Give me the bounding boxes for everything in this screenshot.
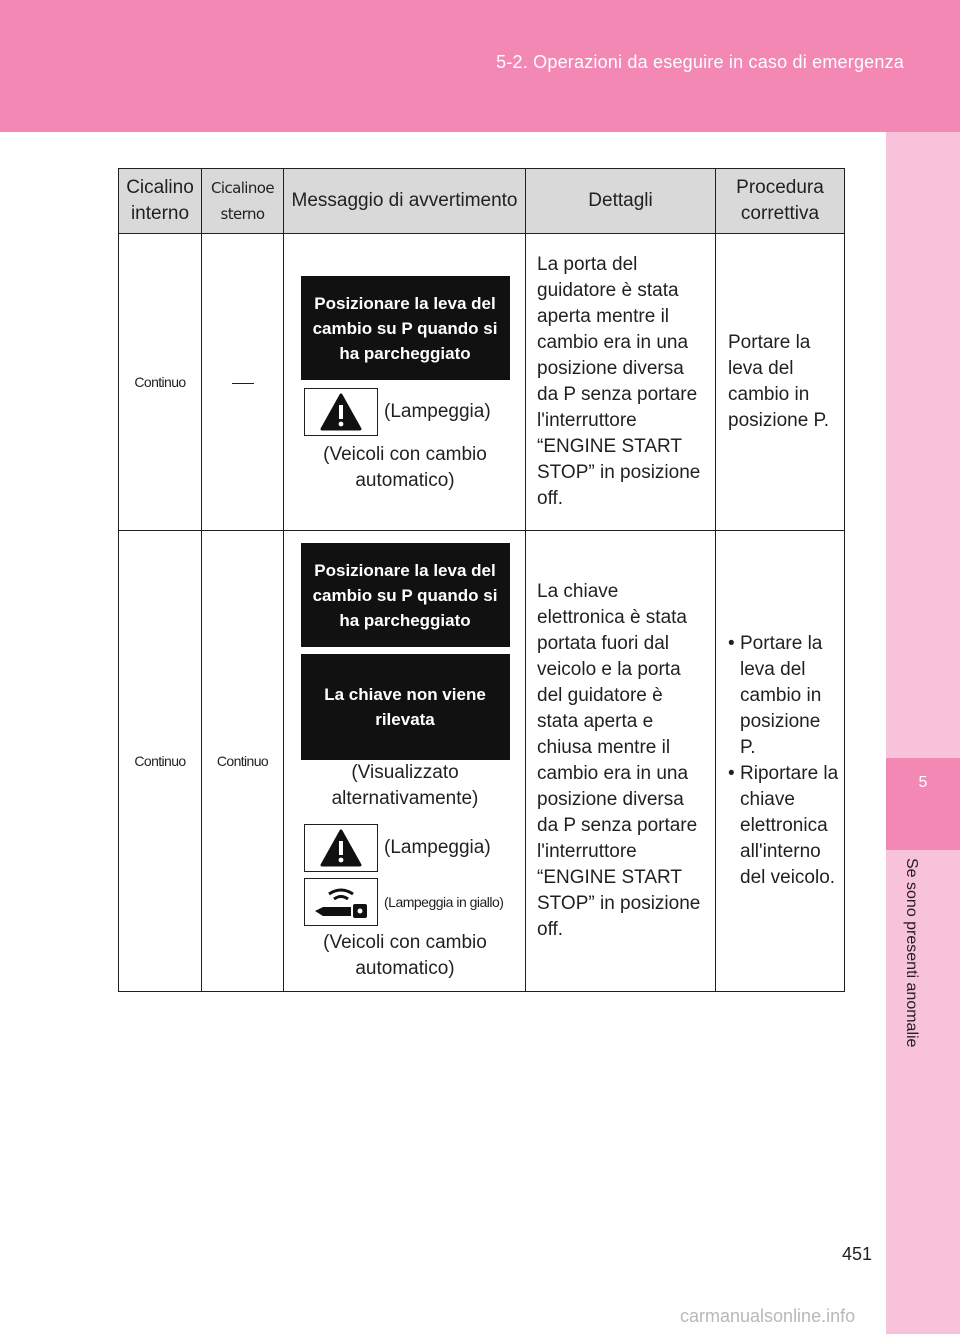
- indicator-label-key: (Lampeggia in giallo): [384, 894, 504, 910]
- warning-table: [118, 168, 845, 992]
- display-screen-key: La chiave non viene rilevata: [301, 654, 510, 760]
- chapter-label: Se sono presenti anomalie: [903, 858, 920, 1048]
- procedure-cell: [716, 531, 845, 992]
- side-strip: [886, 132, 960, 1334]
- header-details: Dettagli: [526, 169, 716, 234]
- dash-mark: [232, 383, 254, 384]
- details-cell: La porta del guidatore è stata aperta mentre il cambio era in una posizione diversa da P senza portare l'interruttore “ENGINE START STOP” in posizione off.: [526, 234, 716, 531]
- buzzer-out-cell: [202, 234, 284, 531]
- table-row: [119, 234, 845, 531]
- procedure-item: • Portare la leva del cambio in posizione P.: [728, 631, 840, 761]
- header-buzzer-in: Cicalino interno: [119, 169, 202, 234]
- message-cell: [284, 531, 526, 992]
- buzzer-in-cell: Continuo: [119, 531, 202, 992]
- indicator-row: [304, 824, 526, 872]
- indicator-row-key: [304, 878, 526, 926]
- section-title: 5-2. Operazioni da eseguire in caso di emergenza: [496, 52, 904, 72]
- page-number: 451: [842, 1244, 873, 1264]
- indicator-row: [304, 388, 526, 436]
- header-buzzer-out: Cicalinoe sterno: [202, 169, 284, 234]
- buzzer-in-cell: Continuo: [119, 234, 202, 531]
- header-message: Messaggio di avvertimento: [284, 169, 526, 234]
- indicator-label: (Lampeggia): [384, 401, 491, 422]
- procedure-cell: Portare la leva del cambio in posizione P.: [716, 234, 845, 531]
- table-header-row: [119, 169, 845, 234]
- header-band: [0, 0, 960, 132]
- details-cell: La chiave elettronica è stata portata fuori dal veicolo e la porta del guidatore è stata aperta e chiusa mentre il cambio era in una posizione diversa da P senza portare l'interruttore “ENGINE START STOP” in posizione off.: [526, 531, 716, 992]
- vehicle-caption: (Veicoli con cambio automatico): [323, 444, 487, 491]
- buzzer-out-cell: Continuo: [202, 531, 284, 992]
- header-procedure: Procedura correttiva: [716, 169, 845, 234]
- smart-key-icon: [304, 878, 378, 926]
- indicator-label: (Lampeggia): [384, 837, 491, 858]
- display-screen: Posizionare la leva del cambio su P quando si ha parcheggiato: [301, 276, 510, 380]
- message-cell: [284, 234, 526, 531]
- watermark: carmanualsonline.info: [680, 1306, 856, 1326]
- chapter-number: 5: [918, 774, 928, 791]
- table-row: [119, 531, 845, 992]
- vehicle-caption: (Veicoli con cambio automatico): [323, 932, 487, 979]
- warning-triangle-icon: [304, 824, 378, 872]
- alternate-note: (Visualizzato alternativamente): [331, 762, 479, 809]
- warning-triangle-icon: [304, 388, 378, 436]
- procedure-item: • Riportare la chiave elettronica all'interno del veicolo.: [728, 761, 840, 891]
- display-screen: Posizionare la leva del cambio su P quando si ha parcheggiato: [301, 543, 510, 647]
- procedure-list: [728, 631, 840, 891]
- chapter-tab: [886, 758, 960, 850]
